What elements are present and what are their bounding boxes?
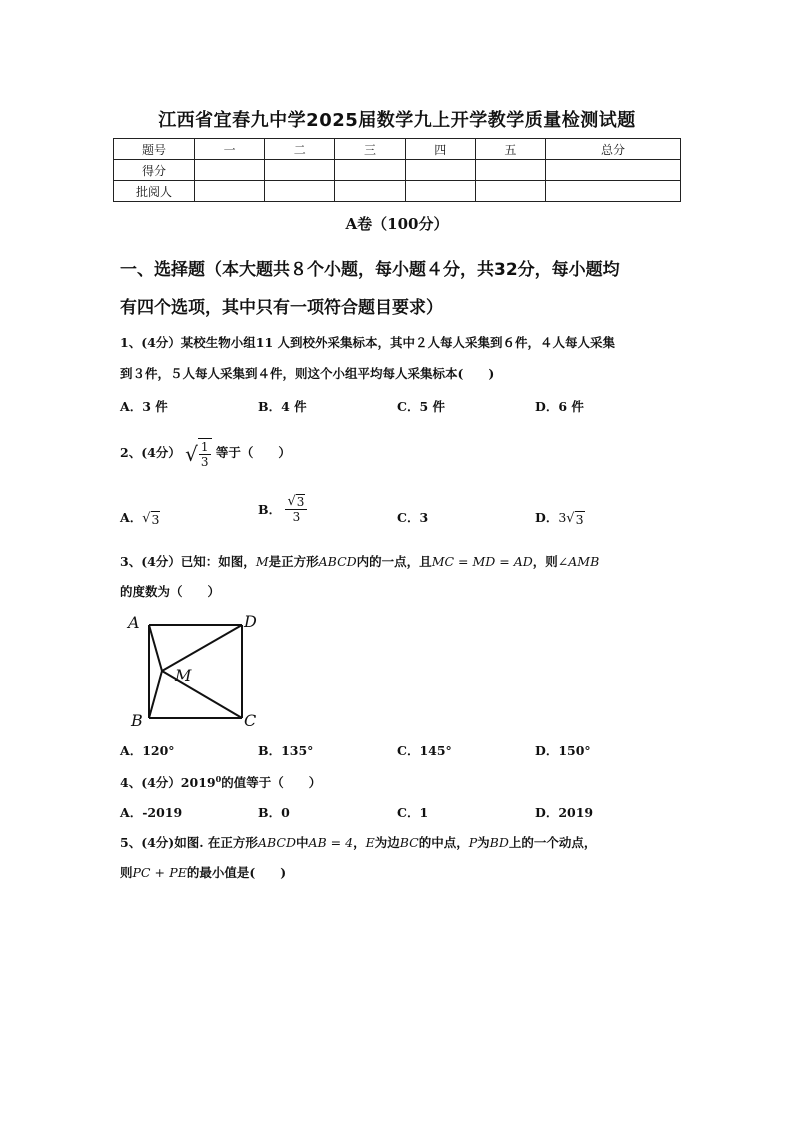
math-var: BD [489,835,509,850]
radical [287,494,305,509]
label-c: C [244,711,257,730]
option-label: A． [120,510,143,525]
q2-option-c: C．3 [397,510,429,525]
grader-cell [475,181,545,202]
row-label: 批阅人 [114,181,195,202]
score-cell [475,160,545,181]
q5-mid5: 为 [477,835,490,850]
grader-cell [335,181,405,202]
score-cell [195,160,265,181]
q3-mid1: 是正方形 [268,554,319,569]
segment-mc [162,671,242,718]
q5-line2-suffix: 的最小值是( ) [186,865,287,880]
score-cell [265,160,335,181]
q1-text-line1: 1、(4分）某校生物小组11 人到校外采集标本，其中２人每人采集到６件，４人每人采集 [120,335,616,350]
header-cell: 总分 [546,139,681,160]
q5-mid3: 为边 [374,835,400,850]
q5-text-line1 [120,830,680,856]
radicand: 3 [151,511,160,527]
header-cell: 四 [405,139,475,160]
radicand: 3 [296,495,305,509]
header-cell: 五 [475,139,545,160]
radical [566,511,584,527]
fraction-denominator: 3 [200,455,209,469]
header-cell: 三 [335,139,405,160]
math-expr: ∠AMB [557,554,600,569]
q4-text [120,766,680,796]
q1-option-c: C．5 件 [397,399,445,414]
label-b: B [131,711,143,730]
q5-mid2: ， [353,835,366,850]
q2-prefix: 2、(4分） [120,445,181,460]
fraction-numerator [285,494,307,510]
q3-mid3: ，则 [532,554,558,569]
label-d: D [244,612,257,631]
q4-exponent: 0 [215,774,222,784]
q4-option-c: C．1 [397,805,429,820]
q2-suffix: 等于（ ） [215,445,291,460]
radical-sign-icon: √ [142,511,151,526]
q3-option-d: D．150° [535,743,591,758]
q1-option-d: D．6 件 [535,399,584,414]
q5-prefix: 5、(4分)如图. 在正方形 [120,835,258,850]
math-var: PE [169,865,187,880]
q3-option-a: A．120° [120,743,175,758]
q3-text-line2: 的度数为（ ） [120,584,221,599]
q5-mid4: 的中点， [418,835,469,850]
q5-mid6: 上的一个动点， [508,835,597,850]
segment-bm [149,671,162,718]
grader-cell [405,181,475,202]
q5-line2-prefix: 则 [120,865,133,880]
header-cell: 二 [265,139,335,160]
score-cell [335,160,405,181]
score-row [114,160,681,181]
radical-sign-icon: √ [566,511,575,526]
q2-text [120,438,680,469]
grader-cell [546,181,681,202]
q3-text-line1 [120,549,680,575]
q2-option-d [535,508,585,527]
score-cell [546,160,681,181]
label-m: M [175,666,192,685]
fraction [285,494,307,524]
radical [142,511,160,527]
q2-fraction [199,440,211,469]
segment-am [149,625,162,671]
grader-cell [265,181,335,202]
q4-suffix: 的值等于（ ） [221,775,322,791]
q1-text-line2: 到３件，５人每人采集到４件，则这个小组平均每人采集标本( ) [120,366,495,381]
option-label: D． [535,510,559,525]
q3-square-figure [124,610,264,732]
score-table [113,138,681,202]
q4-option-a: A．-2019 [120,805,183,820]
score-cell [405,160,475,181]
radicand: 3 [575,511,584,527]
q3-prefix: 3、(4分）已知：如图， [120,554,256,569]
math-var: E [365,835,375,850]
math-var: BC [399,835,419,850]
q2-option-a [120,508,160,527]
q2-option-b [258,494,307,524]
section-1-heading-line1: 一、选择题（本大题共８个小题，每小题４分，共32分，每小题均 [120,260,620,280]
fraction-numerator: 1 [200,440,209,454]
q1-option-a: A．3 件 [120,399,168,414]
math-var: M [255,554,269,569]
math-var: ABCD [318,554,357,569]
fraction-denominator: 3 [292,510,301,524]
grader-cell [195,181,265,202]
header-cell: 题号 [114,139,195,160]
q4-option-d: D．2019 [535,805,594,820]
q3-mid2: 内的一点，且 [356,554,432,569]
section-a-heading: A卷（100分） [345,215,449,233]
q5-mid1: 中 [295,835,309,850]
row-label: 得分 [114,160,195,181]
coefficient: 3 [558,510,567,525]
math-expr: PC + [132,865,165,880]
q2-radical [185,438,211,469]
q4-prefix: 4、(4分）2019 [120,775,216,791]
q5-text-line2 [120,860,680,886]
grader-row [114,181,681,202]
q3-option-c: C．145° [397,743,452,758]
math-expr: AB = 4 [308,835,354,850]
label-a: A [128,613,140,632]
radical-sign-icon: √ [185,441,198,466]
exam-title: 江西省宜春九中学2025届数学九上开学教学质量检测试题 [158,110,636,131]
math-expr: MC = MD = AD [431,554,533,569]
q3-option-b: B．135° [258,743,314,758]
math-var: ABCD [257,835,296,850]
radical-body [198,438,212,469]
section-1-heading-line2: 有四个选项，其中只有一项符合题目要求） [120,298,443,318]
header-cell: 一 [195,139,265,160]
q4-option-b: B．0 [258,805,290,820]
option-label: B． [258,502,282,517]
radical-sign-icon: √ [287,493,296,509]
math-var: P [468,835,478,850]
score-table-header-row [114,139,681,160]
q1-option-b: B．4 件 [258,399,307,414]
segment-md [162,625,242,671]
